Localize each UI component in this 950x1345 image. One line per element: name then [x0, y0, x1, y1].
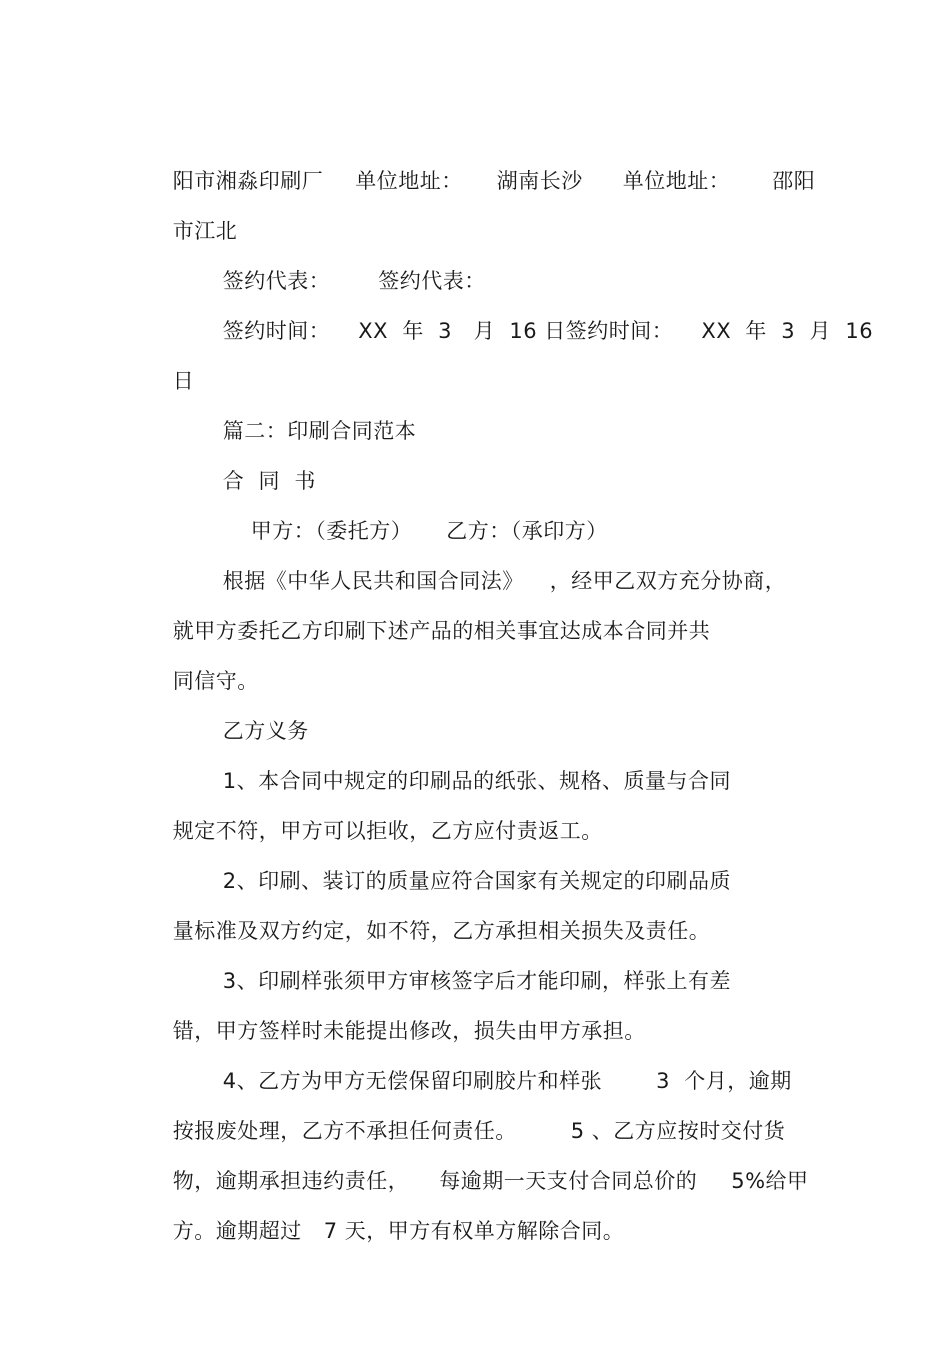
text-segment: 1、本合同中规定的印刷品的纸张、规格、质量与合同	[222, 769, 732, 793]
text-segment: 市江北	[172, 219, 238, 243]
clause-1-line-2	[144, 771, 603, 843]
text-segment: 每逾期一天支付合同总价的	[439, 1169, 698, 1193]
text-segment: 湖南长沙	[496, 169, 583, 193]
text-line-2	[144, 171, 238, 243]
text-segment: 单位地址：	[622, 169, 731, 193]
text-line-9	[194, 521, 787, 593]
text-segment: 日	[172, 369, 195, 393]
text-line-1	[144, 121, 816, 193]
text-line-3	[194, 221, 486, 293]
text-segment: 乙方：（承印方）	[446, 519, 608, 543]
clause-3-line-2	[144, 971, 646, 1043]
text-segment: 阳市湘淼印刷厂	[172, 169, 324, 193]
parties-line	[222, 471, 608, 543]
clause-5-line-3	[144, 1171, 625, 1243]
text-segment: XX 年 3 月 16	[701, 319, 874, 343]
text-segment: ，经甲乙双方充分协商，	[549, 569, 787, 593]
text-segment: 就甲方委托乙方印刷下述产品的相关事宜达成本合同并共	[172, 619, 711, 643]
text-segment: 合 同 书	[222, 469, 316, 493]
text-segment: 3 个月，逾期	[656, 1069, 792, 1093]
text-segment: 5 、乙方应按时交付货	[570, 1119, 786, 1143]
text-segment: XX 年 3 月 16 日签约时间：	[358, 319, 674, 343]
clause-4-line-1	[194, 1021, 792, 1093]
text-segment: 签约代表：	[378, 269, 486, 293]
text-segment: 单位地址：	[355, 169, 463, 193]
text-segment: 篇二：印刷合同范本	[222, 419, 417, 443]
text-segment: 签约代表：	[222, 269, 331, 293]
text-segment: 签约时间：	[222, 319, 331, 343]
clause-3-line-1	[194, 921, 732, 993]
text-line-4	[194, 271, 874, 343]
text-segment: 物，逾期承担违约责任，	[172, 1169, 410, 1193]
text-segment: 4、乙方为甲方无偿保留印刷胶片和样张	[222, 1069, 603, 1093]
section-heading	[194, 371, 417, 443]
text-segment: 乙方义务	[222, 719, 309, 743]
clause-2-line-1	[194, 821, 732, 893]
text-segment: 错，甲方签样时未能提出修改，损失由甲方承担。	[172, 1019, 646, 1043]
text-segment: 同信守。	[172, 669, 259, 693]
text-segment: 5%给甲	[731, 1169, 809, 1193]
text-segment: 2、印刷、装订的质量应符合国家有关规定的印刷品质	[222, 869, 732, 893]
text-segment: 方。逾期超过	[172, 1219, 302, 1243]
subsection-heading	[194, 671, 309, 743]
clause-5-line-2	[144, 1121, 809, 1193]
text-segment: 量标准及双方约定，如不符，乙方承担相关损失及责任。	[172, 919, 711, 943]
clause-1-line-1	[194, 721, 732, 793]
contract-title	[194, 421, 316, 493]
text-line-11	[144, 621, 259, 693]
text-line-5	[144, 321, 195, 393]
text-line-10	[144, 571, 711, 643]
text-segment: 甲方：（委托方）	[250, 519, 413, 543]
text-segment: 根据《中华人民共和国合同法》	[222, 569, 524, 593]
text-segment: 规定不符，甲方可以拒收，乙方应付责返工。	[172, 819, 603, 843]
clause-4-line-2	[144, 1071, 786, 1143]
text-segment: 按报废处理，乙方不承担任何责任。	[172, 1119, 517, 1143]
text-segment: 邵阳	[772, 169, 816, 193]
clause-2-line-2	[144, 871, 711, 943]
text-segment: 3、印刷样张须甲方审核签字后才能印刷，样张上有差	[222, 969, 732, 993]
text-segment: 7 天，甲方有权单方解除合同。	[323, 1219, 625, 1243]
